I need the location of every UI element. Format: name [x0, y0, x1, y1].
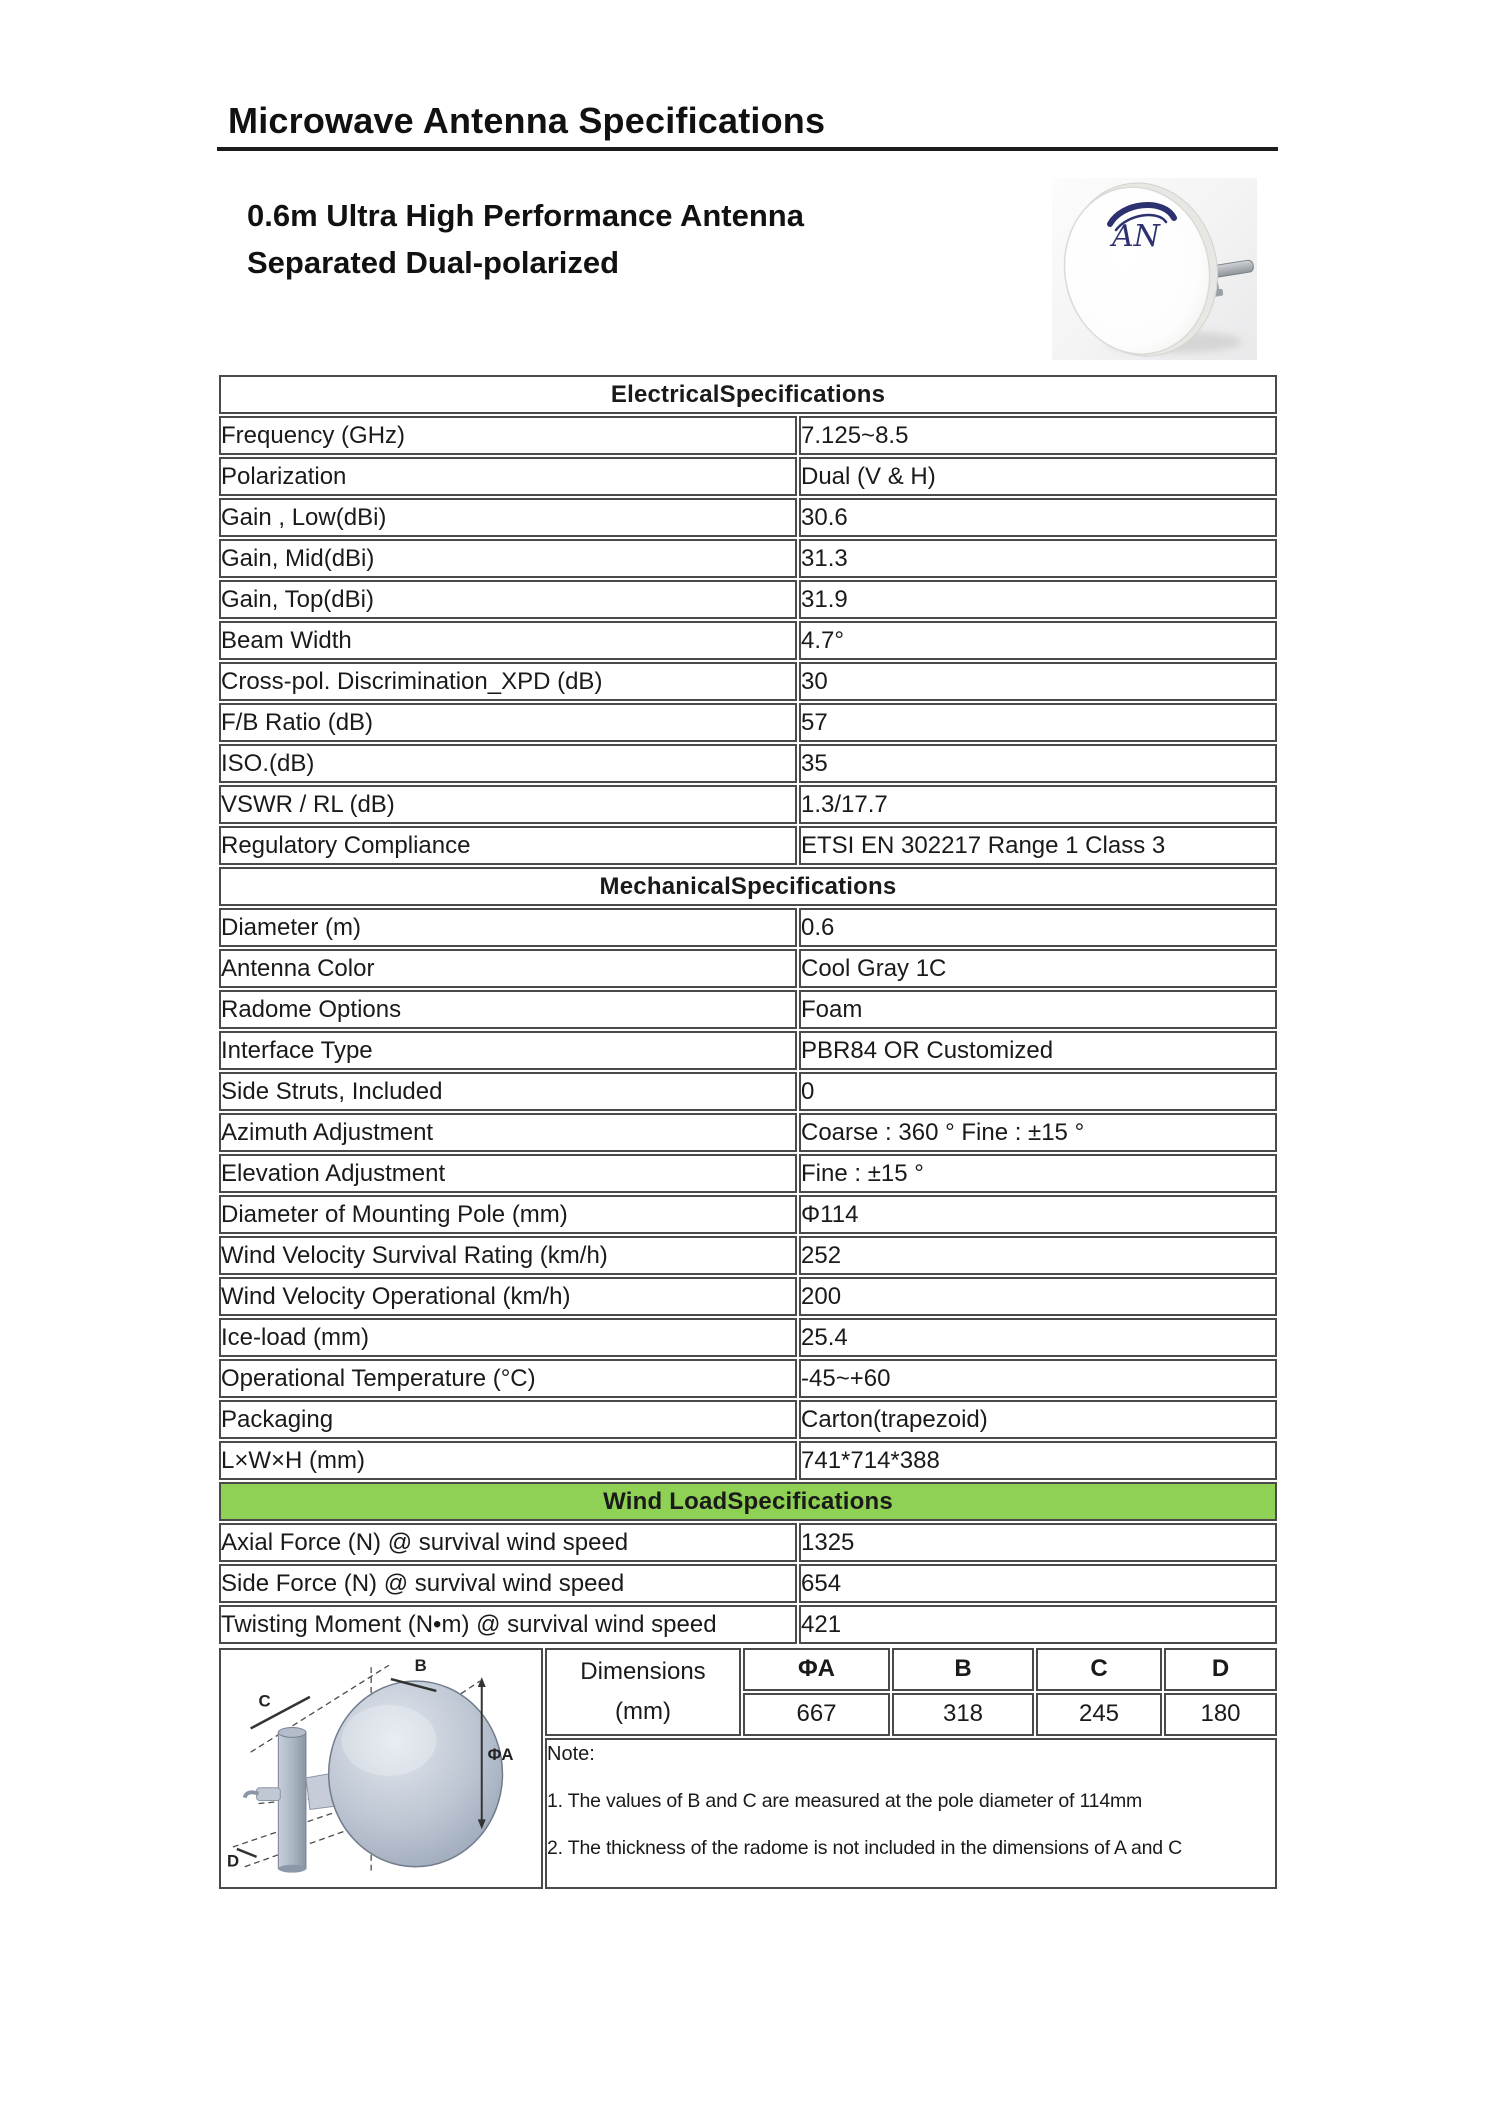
dimensions-header-line1: Dimensions — [580, 1657, 706, 1685]
spec-label: F/B Ratio (dB) — [219, 703, 797, 742]
spec-row — [219, 1605, 1277, 1644]
spec-label: Diameter of Mounting Pole (mm) — [219, 1195, 797, 1234]
spec-value: Carton(trapezoid) — [799, 1400, 1277, 1439]
spec-value: 0 — [799, 1072, 1277, 1111]
spec-label: Axial Force (N) @ survival wind speed — [219, 1523, 797, 1562]
dim-col-c: C — [1036, 1648, 1162, 1691]
spec-row — [219, 457, 1277, 496]
spec-label: Gain, Mid(dBi) — [219, 539, 797, 578]
spec-label: Beam Width — [219, 621, 797, 660]
spec-label: Polarization — [219, 457, 797, 496]
spec-value: Coarse : 360 ° Fine : ±15 ° — [799, 1113, 1277, 1152]
spec-label: Operational Temperature (°C) — [219, 1359, 797, 1398]
spec-value: Φ114 — [799, 1195, 1277, 1234]
spec-row — [219, 1359, 1277, 1398]
label-b: B — [414, 1656, 427, 1676]
spec-label: Ice-load (mm) — [219, 1318, 797, 1357]
spec-value: 421 — [799, 1605, 1277, 1644]
spec-row — [219, 1236, 1277, 1275]
spec-row — [219, 580, 1277, 619]
label-phi-a: ΦA — [487, 1745, 514, 1765]
dim-value-c: 245 — [1036, 1693, 1162, 1736]
spec-row — [219, 1195, 1277, 1234]
spec-value: 0.6 — [799, 908, 1277, 947]
spec-label: Gain, Top(dBi) — [219, 580, 797, 619]
dimensions-header-cell — [545, 1648, 741, 1736]
dish-highlight — [342, 1705, 437, 1776]
dish-ellipse — [329, 1681, 503, 1867]
spec-label: Side Force (N) @ survival wind speed — [219, 1564, 797, 1603]
spec-row — [219, 1031, 1277, 1070]
spec-value: 252 — [799, 1236, 1277, 1275]
spec-row — [219, 949, 1277, 988]
dimensions-table — [217, 1646, 1279, 1891]
pole-clamp — [245, 1788, 281, 1801]
spec-row — [219, 990, 1277, 1029]
subtitle-line-2: Separated Dual-polarized — [247, 245, 620, 280]
spec-value: 30 — [799, 662, 1277, 701]
spec-row — [219, 1441, 1277, 1480]
dim-value-d: 180 — [1164, 1693, 1277, 1736]
dim-value-phi-a: 667 — [743, 1693, 890, 1736]
spec-value: Dual (V & H) — [799, 457, 1277, 496]
spec-row — [219, 1564, 1277, 1603]
dim-col-b: B — [892, 1648, 1034, 1691]
note-title: Note: — [547, 1742, 595, 1765]
spec-label: Frequency (GHz) — [219, 416, 797, 455]
section-header-wind-load: Wind LoadSpecifications — [219, 1482, 1277, 1521]
label-c: C — [258, 1691, 271, 1711]
spec-value: Fine : ±15 ° — [799, 1154, 1277, 1193]
spec-row — [219, 621, 1277, 660]
dim-value-b: 318 — [892, 1693, 1034, 1736]
label-d: D — [226, 1851, 240, 1871]
spec-value: 1.3/17.7 — [799, 785, 1277, 824]
spec-label: ISO.(dB) — [219, 744, 797, 783]
spec-label: Antenna Color — [219, 949, 797, 988]
dimension-diagram-cell — [219, 1648, 543, 1889]
spec-row — [219, 785, 1277, 824]
page-title: Microwave Antenna Specifications — [228, 100, 826, 141]
spec-value: ETSI EN 302217 Range 1 Class 3 — [799, 826, 1277, 865]
antenna-photo-graphic — [1052, 178, 1257, 360]
spec-label: Twisting Moment (N•m) @ survival wind speed — [219, 1605, 797, 1644]
spec-row — [219, 1400, 1277, 1439]
dimensions-header-line2: (mm) — [615, 1697, 671, 1725]
spec-label: L×W×H (mm) — [219, 1441, 797, 1480]
spec-row — [219, 1154, 1277, 1193]
spec-row — [219, 744, 1277, 783]
spec-value: 31.9 — [799, 580, 1277, 619]
spec-value: 741*714*388 — [799, 1441, 1277, 1480]
spec-value: 200 — [799, 1277, 1277, 1316]
spec-value: Cool Gray 1C — [799, 949, 1277, 988]
section-header-row — [219, 867, 1277, 906]
spec-label: Wind Velocity Survival Rating (km/h) — [219, 1236, 797, 1275]
spec-value: 35 — [799, 744, 1277, 783]
spec-row — [219, 1523, 1277, 1562]
notes-cell — [545, 1738, 1277, 1889]
spec-label: Elevation Adjustment — [219, 1154, 797, 1193]
spec-label: VSWR / RL (dB) — [219, 785, 797, 824]
antenna-photo — [1052, 178, 1257, 360]
spec-value: 25.4 — [799, 1318, 1277, 1357]
spec-row — [219, 662, 1277, 701]
spec-row — [219, 703, 1277, 742]
spec-row — [219, 1113, 1277, 1152]
dim-col-phi-a: ΦA — [743, 1648, 890, 1691]
note-item-2: 2. The thickness of the radome is not included in the dimensions of A and C — [547, 1836, 1183, 1859]
spec-table — [217, 373, 1279, 1646]
spec-row — [219, 539, 1277, 578]
spec-label: Diameter (m) — [219, 908, 797, 947]
spec-label: Interface Type — [219, 1031, 797, 1070]
spec-label: Packaging — [219, 1400, 797, 1439]
spec-value: 4.7° — [799, 621, 1277, 660]
spec-label: Gain , Low(dBi) — [219, 498, 797, 537]
spec-label: Wind Velocity Operational (km/h) — [219, 1277, 797, 1316]
section-header-row — [219, 375, 1277, 414]
section-header-row — [219, 1482, 1277, 1521]
spec-label: Side Struts, Included — [219, 1072, 797, 1111]
spec-value: -45~+60 — [799, 1359, 1277, 1398]
spec-row — [219, 826, 1277, 865]
spec-value: 31.3 — [799, 539, 1277, 578]
spec-value: 57 — [799, 703, 1277, 742]
spec-label: Azimuth Adjustment — [219, 1113, 797, 1152]
spec-label: Radome Options — [219, 990, 797, 1029]
spec-row — [219, 1072, 1277, 1111]
note-item-1: 1. The values of B and C are measured at the pole diameter of 114mm — [547, 1789, 1143, 1812]
spec-value: 30.6 — [799, 498, 1277, 537]
section-header-mechanical: MechanicalSpecifications — [219, 867, 1277, 906]
spec-label: Cross-pol. Discrimination_XPD (dB) — [219, 662, 797, 701]
spec-tables — [217, 373, 1279, 1891]
spec-label: Regulatory Compliance — [219, 826, 797, 865]
spec-row — [219, 498, 1277, 537]
product-subtitle — [247, 192, 804, 286]
dimension-diagram — [223, 1652, 541, 1878]
pole — [278, 1727, 306, 1872]
spec-value: PBR84 OR Customized — [799, 1031, 1277, 1070]
subtitle-line-1: 0.6m Ultra High Performance Antenna — [247, 198, 804, 233]
spec-row — [219, 1277, 1277, 1316]
section-header-electrical: ElectricalSpecifications — [219, 375, 1277, 414]
spec-row — [219, 1318, 1277, 1357]
spec-value: 7.125~8.5 — [799, 416, 1277, 455]
spec-row — [219, 416, 1277, 455]
spec-value: 654 — [799, 1564, 1277, 1603]
spec-row — [219, 908, 1277, 947]
title-underline — [217, 147, 1278, 151]
spec-value: 1325 — [799, 1523, 1277, 1562]
dim-col-d: D — [1164, 1648, 1277, 1691]
logo-text: AN — [1112, 219, 1160, 254]
spec-value: Foam — [799, 990, 1277, 1029]
